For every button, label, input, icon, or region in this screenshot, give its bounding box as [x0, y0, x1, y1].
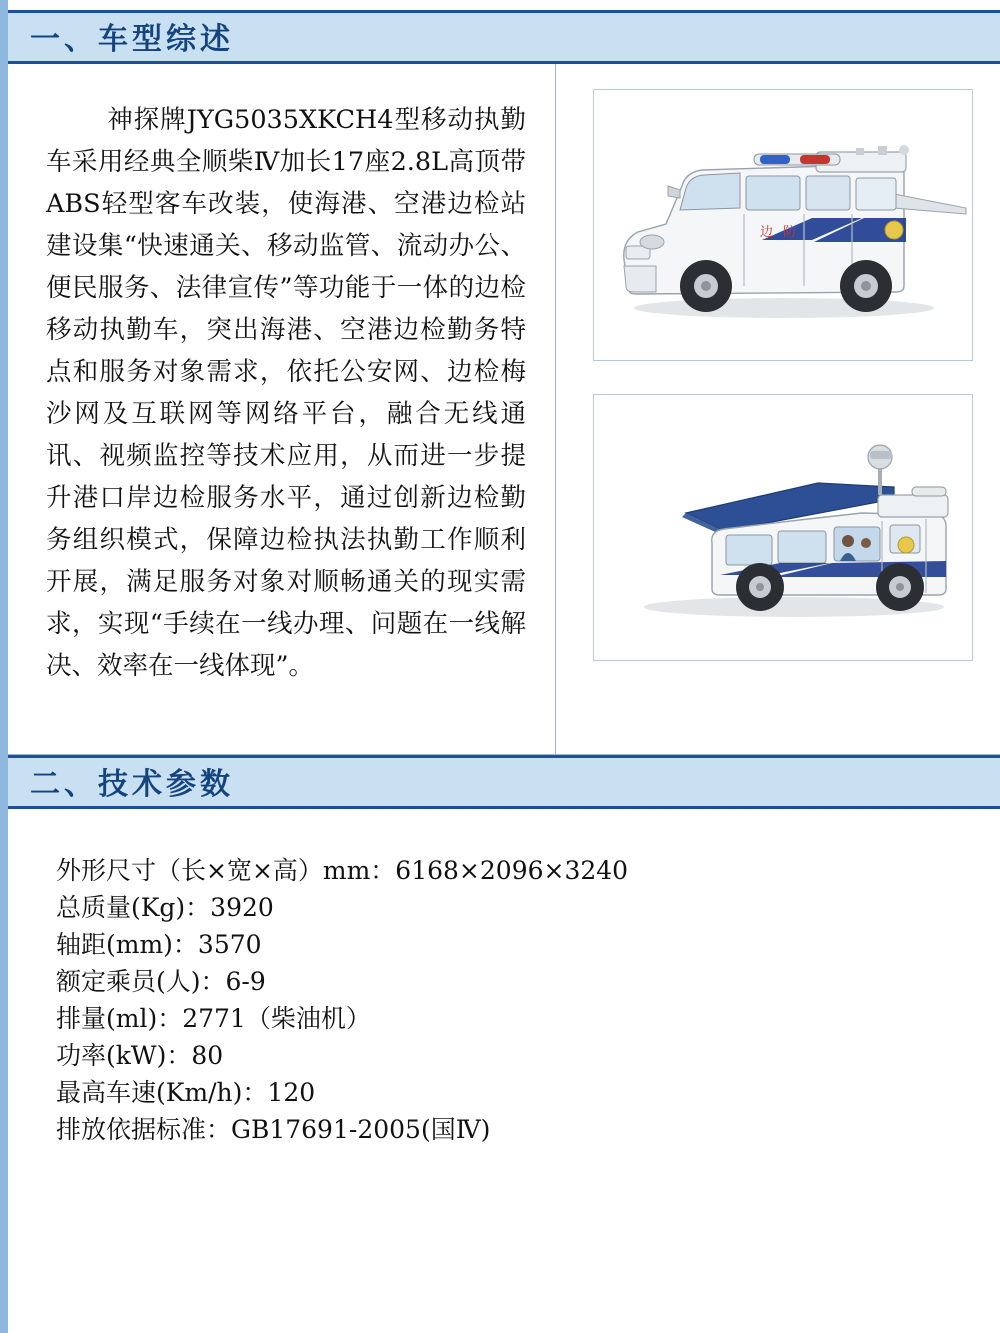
vehicle-front-photo	[593, 89, 973, 361]
vehicle-awning-photo	[593, 394, 973, 661]
spec-list	[56, 852, 856, 1148]
spec-line: 功率(kW)：80	[56, 1041, 224, 1070]
section-title-specs: 二、技术参数	[30, 767, 234, 803]
section-header-specs	[8, 755, 1000, 809]
section-header-overview	[8, 10, 1000, 64]
section-body-overview	[8, 64, 1000, 755]
page-left-edge-bar	[0, 0, 8, 1333]
section-title-overview: 一、车型综述	[30, 22, 234, 58]
vehicle-awning-illustration	[594, 395, 972, 660]
spec-line: 排放依据标准：GB17691-2005(国Ⅳ)	[56, 1115, 491, 1144]
spec-line: 额定乘员(人)：6-9	[56, 967, 266, 996]
vehicle-front-illustration	[594, 90, 972, 360]
spec-line: 排量(ml)：2771（柴油机）	[56, 1004, 371, 1033]
spec-line: 外形尺寸（长×宽×高）mm：6168×2096×3240	[56, 856, 629, 885]
svg-text:边 防: 边 防	[760, 225, 800, 240]
overview-paragraph: 神探牌JYG5035XKCH4型移动执勤车采用经典全顺柴Ⅳ加长17座2.8L高顶带ABS轻型客车改装，使海港、空港边检站建设集“快速通关、移动监管、流动办公、便民服务、法律宣传”等功能于一体的边检移动执勤车，突出海港、空港边检勤务特点和服务对象需求，依托公安网、边检梅沙网及互联网等网络平台，融合无线通讯、视频监控等技术应用，从而进一步提升港口岸边检服务水平，通过创新边检勤务组织模式，保障边检执法执勤工作顺利开展，满足服务对象对顺畅通关的现实需求，实现“手续在一线办理、问题在一线解决、效率在一线体现”。	[46, 105, 526, 681]
spec-line: 总质量(Kg)：3920	[56, 893, 274, 922]
spec-line: 最高车速(Km/h)：120	[56, 1078, 316, 1107]
document-page	[8, 0, 1000, 1333]
spec-line: 轴距(mm)：3570	[56, 930, 262, 959]
vertical-divider	[555, 64, 556, 755]
